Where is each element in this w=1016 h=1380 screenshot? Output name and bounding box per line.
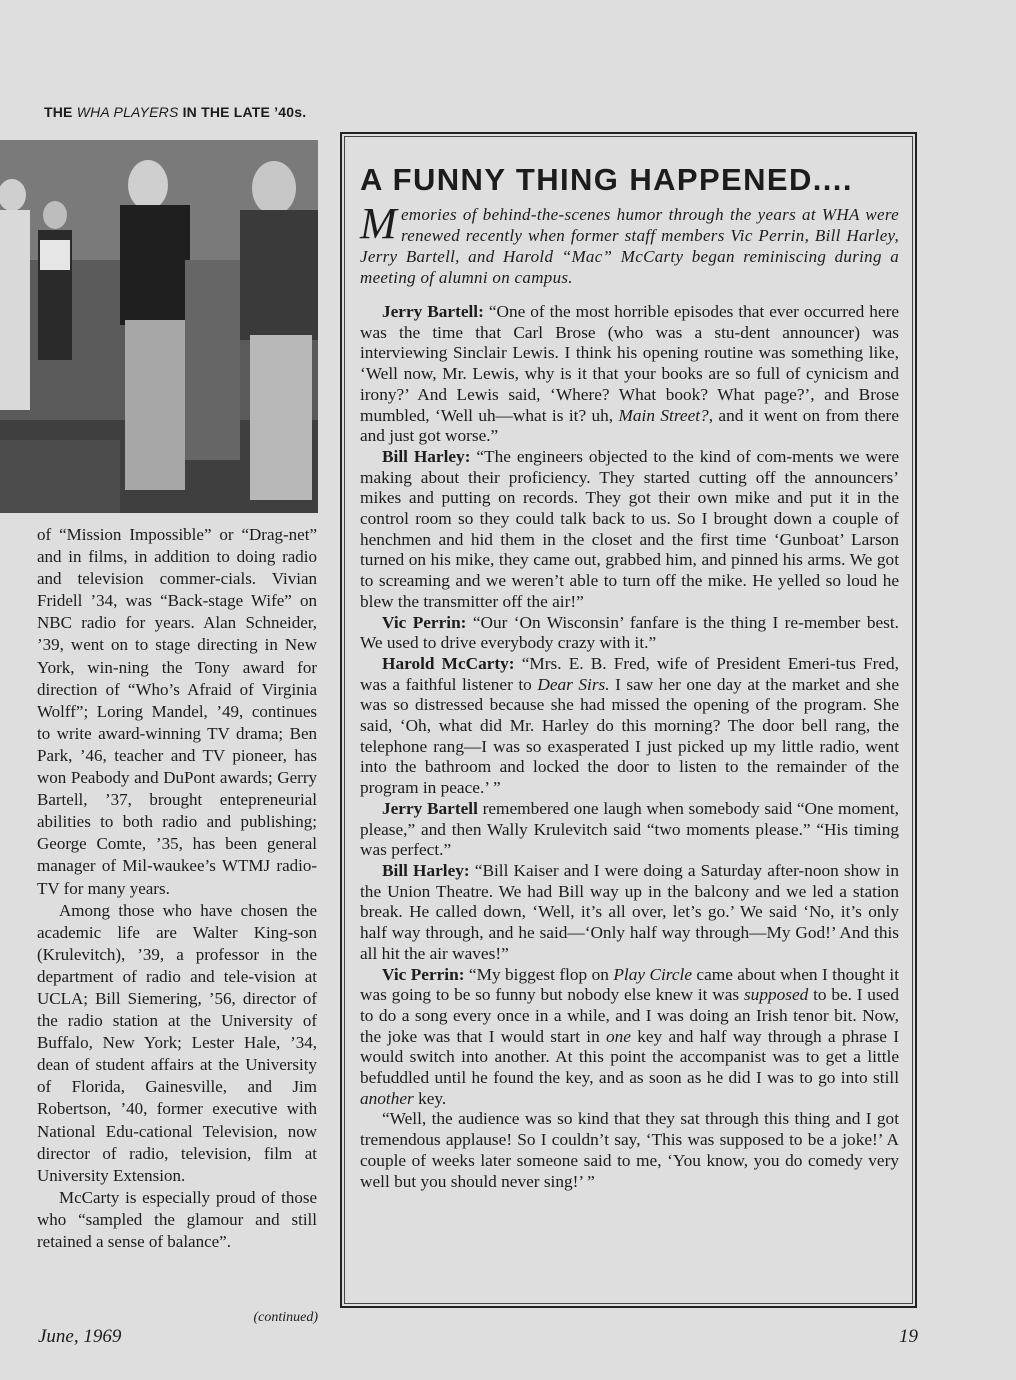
italic-title: Play Circle [613,964,692,984]
text-run: “Well, the audience was so kind that they sat through this thing and I got tremendous applause! So I couldn’t say, ‘This was supposed to be a joke!’ A couple of weeks later someone said to me, ‘You know, you do comedy very well but you should never sing!’ ” [360,1109,899,1191]
article-paragraph [360,302,899,447]
article-headline: A FUNNY THING HAPPENED.... [360,162,853,197]
intro-dropcap: M [360,199,397,248]
speaker-name: Bill Harley: [382,446,471,466]
caption-italic: WHA PLAYERS [76,104,179,120]
caption-pre: THE [44,104,77,120]
speaker-name: Jerry Bartell: [382,302,484,321]
photo-wha-players [0,140,318,513]
caption-post: IN THE LATE ’40s. [178,104,307,120]
intro-text: emories of behind-the-scenes humor through the years at WHA were renewed recently when former staff members Vic Perrin, Bill Harley, Jerry Bartell, and Harold “Mac” McCarty began reminiscing during a meeting of alumni on campus. [360,205,899,287]
page-number: 19 [899,1326,918,1347]
text-run: “One of the most horrible episodes that ever occurred here was the time that Carl Brose (who was a stu-dent announcer) was interviewing Sinclair Lewis. I think his opening routine was something like, ‘Well now, Mr. Lewis, why is it that your books are so full of cynicism and irony?’ And Lewis said, ‘Where? What book? What page?’, and Brose mumbled, ‘Well uh—what is it? uh, [360,302,900,425]
speaker-name: Bill Harley: [382,860,470,880]
italic-title: one [606,1026,631,1046]
text-run: “The engineers objected to the kind of com-ments we were making about their proficiency. They started cutting off the announcers’ mikes and putting on records. They got their own mike and put it in the control room so they could talk back to us. So I brought down a couple of henchmen and hid them in the closet and the first time ‘Gunboat’ Larson turned on his mike, they came out, grabbed him, and pinned his arms. We got to screaming and we weren’t able to turn off the mike. He yelled so loud he blew the transmitter off the air!” [360,446,899,611]
article-paragraph [360,654,899,799]
left-paragraph-3: McCarty is especially proud of those who “sampled the glamour and still retained a sense of balance”. [37,1187,317,1251]
article-paragraph [360,861,899,965]
text-run: key. [413,1088,447,1108]
text-run: I saw her one day at the market and she was so distressed because she had missed the opening of the program. She said, ‘Oh, what did Mr. Harley do this morning? The door bell rang, the telephone rang—I was so exasperated I just picked up my little radio, went into the bathroom and locked the door to listen to the remainder of the program in peace.’ ” [360,674,899,798]
left-paragraph-2: Among those who have chosen the academic life are Walter King-son (Krulevitch), ’39, a professor in the department of radio and tele-vision at UCLA; Bill Siemering, ’56, director of the radio station at the University of Buffalo, New York; Lester Hale, ’34, dean of student affairs at the University of Florida, Gainesville, and Jim Robertson, ’40, former executive with National Edu-cational Television, now director of radio, television, film at University Extension. [37,900,317,1185]
photo-icon [0,140,318,513]
speaker-name: Harold McCarty: [382,653,515,673]
italic-title: Main Street? [618,405,709,425]
italic-title: supposed [743,985,809,1005]
article-box [340,132,917,1308]
article-paragraph [360,613,899,654]
text-run: came about when I thought it was going to be so funny but nobody else knew it was [360,964,899,1005]
text-run: key and half way through a phrase I would switch into another. At this point the accompanist was to get a little befuddled until he found the key, and as soon as he did I was to go into still [360,1026,899,1088]
italic-title: Dear Sirs. [537,674,610,694]
italic-title: another [360,1088,414,1108]
text-run: “Mrs. E. B. Fred, wife of President Emeri-tus Fred, was a faithful listener to [360,653,899,694]
article-paragraph [360,965,899,1110]
left-column [37,524,317,1253]
article-paragraph [360,799,899,861]
text-run: “Our ‘On Wisconsin’ fanfare is the thing I re-member best. We used to drive everybody crazy with it.” [360,612,899,653]
article-paragraph [360,1109,899,1192]
text-run: “Bill Kaiser and I were doing a Saturday after-noon show in the Union Theatre. We had Bill way up in the balcony and we led a station break. He called down, ‘Well, it’s all over, let’s go.’ We said ‘No, it’s only half way through, and he said—‘Only half way through—My God!’ And this all hit the air waves!” [360,860,899,963]
speaker-name: Jerry Bartell [382,798,478,818]
text-run: to be. I used to do a song every once in a while, and I was doing an Irish tenor bit. Now, the joke was that I would start in [360,985,899,1046]
left-paragraph-1: of “Mission Impossible” or “Drag-net” and in films, in addition to doing radio and television commer-cials. Vivian Fridell ’34, was “Back-stage Wife” on NBC radio for years. Alan Schneider, ’39, went on to stage directing in New York, win-ning the Tony award for direction of “Who’s Afraid of Virginia Wolff”; Loring Mandel, ’49, continues to write award-winning TV drama; Ben Park, ’46, teacher and TV pioneer, has won Peabody and DuPont awards; Gerry Bartell, ’37, brought entepreneurial abilities to both radio and publishing; George Comte, ’35, has been general manager of Mil-waukee’s WTMJ radio-TV for many years. [37,525,317,898]
text-run: “My biggest flop on [464,964,614,984]
continued-label: (continued) [253,1310,318,1325]
speaker-name: Vic Perrin: [382,612,467,632]
speaker-name: Vic Perrin: [382,964,465,984]
article-body [360,302,899,1192]
article-intro [360,199,899,288]
text-run: , and it went on from there and just got worse.” [360,405,899,446]
footer-date: June, 1969 [38,1326,122,1347]
article-paragraph [360,447,899,613]
text-run: remembered one laugh when somebody said “One moment, please,” and then Wally Krulevitch said “two moments please.” “His timing was perfect.” [360,798,899,860]
photo-caption [44,104,306,120]
